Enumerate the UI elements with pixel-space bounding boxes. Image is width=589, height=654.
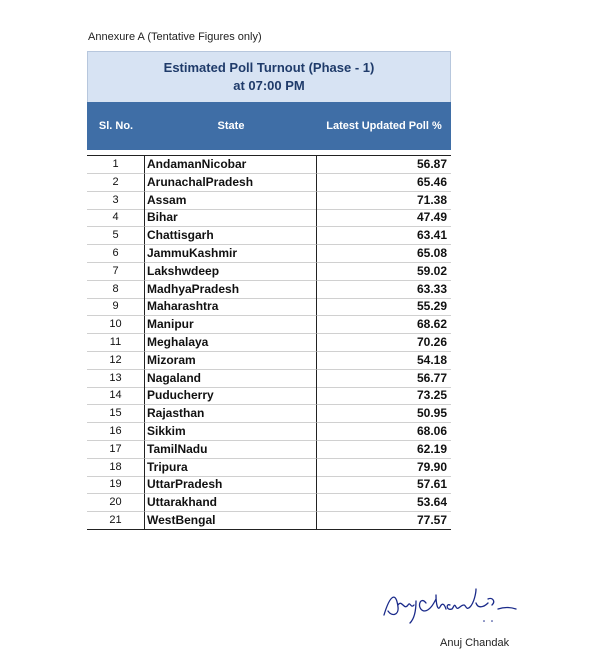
table-row: [87, 192, 451, 210]
poll-percent-cell: 62.19: [317, 441, 451, 459]
poll-percent-cell: 65.08: [317, 245, 451, 263]
state-cell: Bihar: [145, 209, 317, 227]
serial-no-cell: 20: [87, 494, 145, 512]
state-cell: Uttarakhand: [145, 494, 317, 512]
signatory-name: Anuj Chandak: [440, 637, 510, 649]
serial-no-cell: 16: [87, 423, 145, 441]
poll-percent-cell: 68.06: [317, 423, 451, 441]
poll-percent-cell: 71.38: [317, 192, 451, 210]
table-row: [87, 316, 451, 334]
table-row: [87, 405, 451, 423]
state-cell: Mizoram: [145, 352, 317, 370]
state-cell: ArunachalPradesh: [145, 174, 317, 192]
serial-no-cell: 12: [87, 352, 145, 370]
poll-percent-cell: 50.95: [317, 405, 451, 423]
serial-no-cell: 2: [87, 174, 145, 192]
serial-no-cell: 4: [87, 209, 145, 227]
table-row: [87, 298, 451, 316]
table-body: [87, 155, 451, 530]
poll-percent-cell: 56.87: [317, 156, 451, 174]
table-row: [87, 227, 451, 245]
serial-no-cell: 21: [87, 512, 145, 530]
serial-no-cell: 17: [87, 441, 145, 459]
serial-no-cell: 13: [87, 370, 145, 388]
serial-no-cell: 18: [87, 459, 145, 477]
table-row: [87, 174, 451, 192]
poll-percent-cell: 63.33: [317, 281, 451, 299]
poll-percent-cell: 47.49: [317, 209, 451, 227]
state-cell: Maharashtra: [145, 298, 317, 316]
state-cell: Nagaland: [145, 370, 317, 388]
serial-no-cell: 10: [87, 316, 145, 334]
serial-no-cell: 19: [87, 476, 145, 494]
serial-no-cell: 11: [87, 334, 145, 352]
serial-no-cell: 6: [87, 245, 145, 263]
poll-percent-cell: 77.57: [317, 512, 451, 530]
state-cell: Meghalaya: [145, 334, 317, 352]
table-row: [87, 352, 451, 370]
table-row: [87, 494, 451, 512]
table-row: [87, 209, 451, 227]
state-cell: Puducherry: [145, 387, 317, 405]
serial-no-cell: 7: [87, 263, 145, 281]
state-cell: Tripura: [145, 459, 317, 477]
state-cell: UttarPradesh: [145, 476, 317, 494]
table-row: [87, 156, 451, 174]
poll-percent-cell: 54.18: [317, 352, 451, 370]
table-row: [87, 334, 451, 352]
poll-percent-cell: 65.46: [317, 174, 451, 192]
signature-image: [380, 585, 520, 625]
poll-percent-cell: 56.77: [317, 370, 451, 388]
table-row: [87, 281, 451, 299]
serial-no-cell: 5: [87, 227, 145, 245]
poll-turnout-table: [87, 51, 451, 530]
serial-no-cell: 15: [87, 405, 145, 423]
header-serial-no: Sl. No.: [98, 120, 134, 132]
state-cell: WestBengal: [145, 512, 317, 530]
poll-percent-cell: 55.29: [317, 298, 451, 316]
state-cell: TamilNadu: [145, 441, 317, 459]
header-poll-percent: Latest Updated Poll %: [326, 120, 442, 132]
header-state: State: [217, 120, 245, 132]
poll-percent-cell: 63.41: [317, 227, 451, 245]
table-row: [87, 245, 451, 263]
state-cell: Assam: [145, 192, 317, 210]
table-row: [87, 423, 451, 441]
poll-percent-cell: 73.25: [317, 387, 451, 405]
state-cell: JammuKashmir: [145, 245, 317, 263]
table-header: [87, 102, 451, 150]
title-line-1: Estimated Poll Turnout (Phase - 1): [163, 60, 375, 75]
poll-percent-cell: 53.64: [317, 494, 451, 512]
serial-no-cell: 1: [87, 156, 145, 174]
state-cell: Chattisgarh: [145, 227, 317, 245]
state-cell: AndamanNicobar: [145, 156, 317, 174]
table-row: [87, 512, 451, 530]
serial-no-cell: 8: [87, 281, 145, 299]
serial-no-cell: 14: [87, 387, 145, 405]
title-line-2: at 07:00 PM: [233, 78, 305, 93]
table-row: [87, 441, 451, 459]
state-cell: Lakshwdeep: [145, 263, 317, 281]
state-cell: Rajasthan: [145, 405, 317, 423]
table-row: [87, 476, 451, 494]
poll-percent-cell: 57.61: [317, 476, 451, 494]
state-cell: Sikkim: [145, 423, 317, 441]
poll-percent-cell: 68.62: [317, 316, 451, 334]
annexure-note: Annexure A (Tentative Figures only): [88, 31, 262, 43]
poll-percent-cell: 59.02: [317, 263, 451, 281]
table-row: [87, 370, 451, 388]
serial-no-cell: 9: [87, 298, 145, 316]
table-row: [87, 263, 451, 281]
poll-percent-cell: 79.90: [317, 459, 451, 477]
poll-percent-cell: 70.26: [317, 334, 451, 352]
table-row: [87, 459, 451, 477]
state-cell: MadhyaPradesh: [145, 281, 317, 299]
state-cell: Manipur: [145, 316, 317, 334]
table-title: [87, 51, 451, 102]
serial-no-cell: 3: [87, 192, 145, 210]
table-row: [87, 387, 451, 405]
